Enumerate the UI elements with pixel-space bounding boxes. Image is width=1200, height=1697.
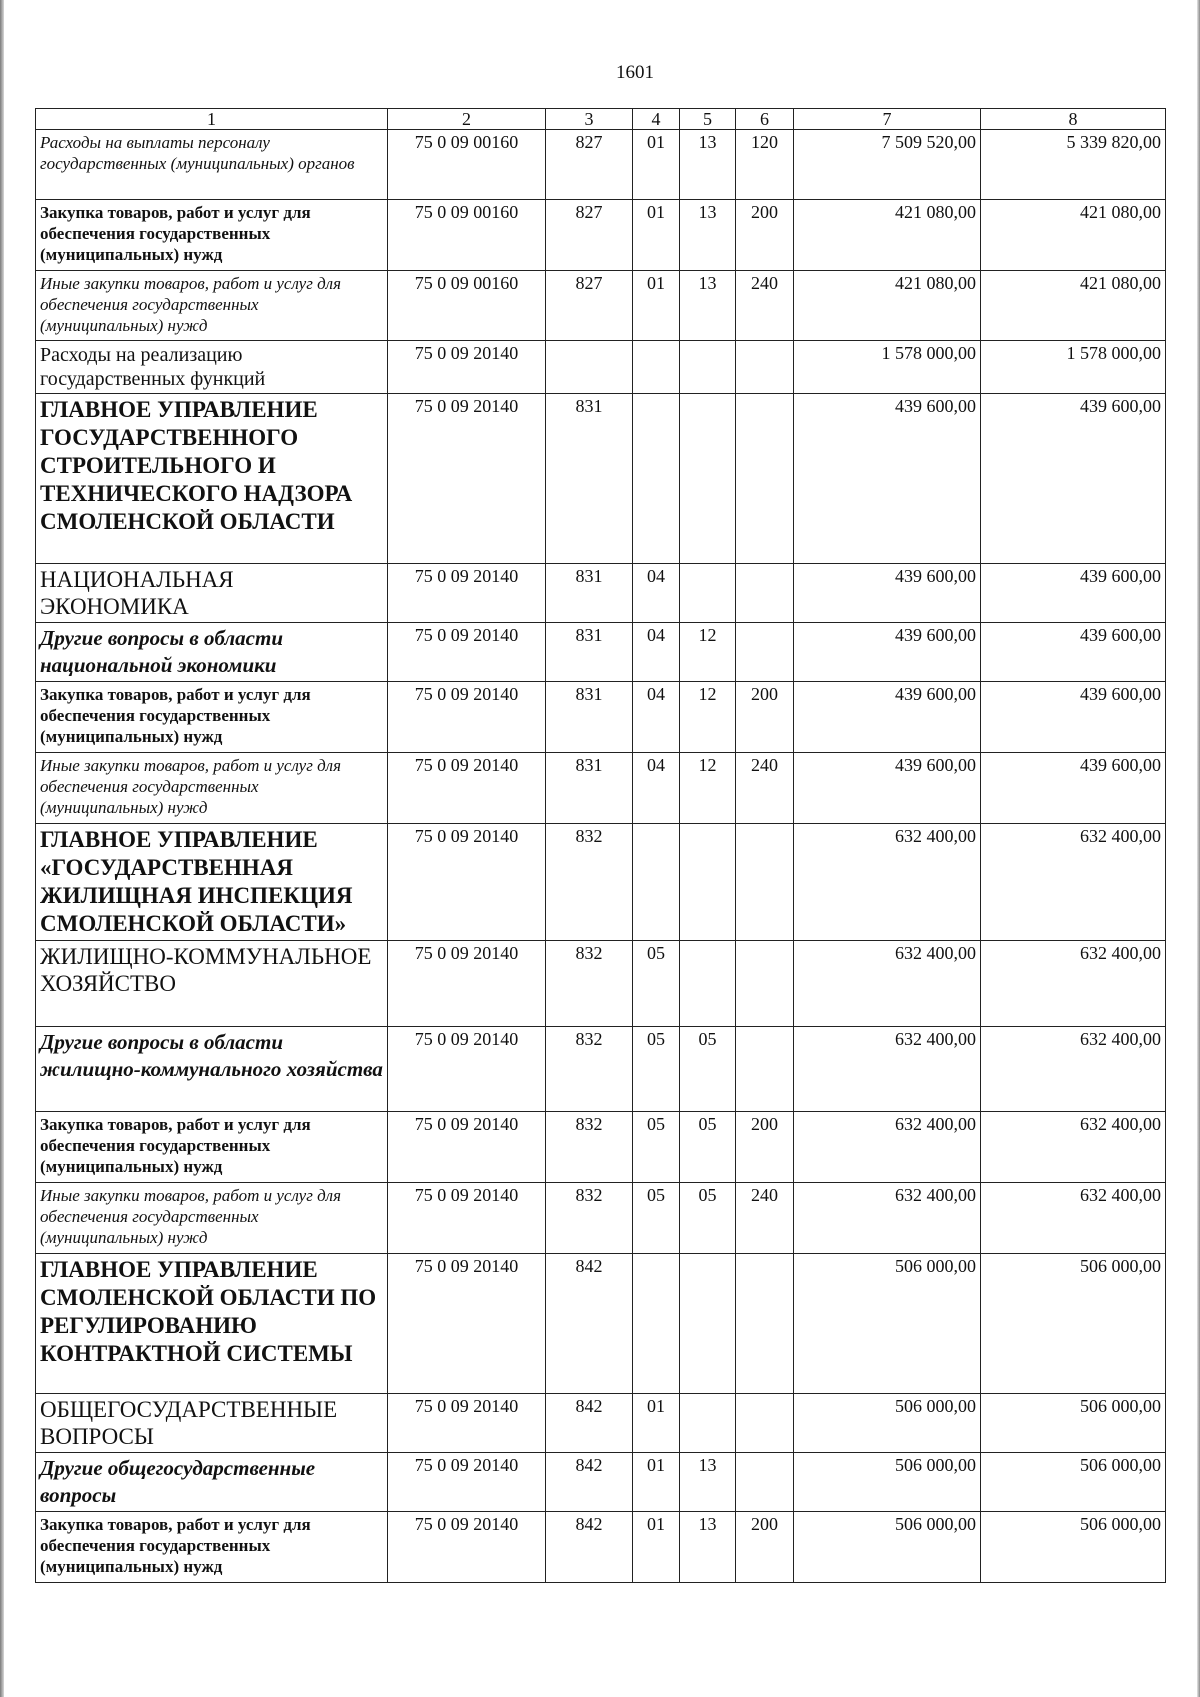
amount-2-cell: 421 080,00 bbox=[981, 200, 1166, 271]
row-name-cell bbox=[36, 200, 388, 271]
target-code-cell: 75 0 09 20140 bbox=[388, 1112, 546, 1183]
amount-1-cell: 506 000,00 bbox=[794, 1394, 981, 1453]
target-code-cell: 75 0 09 20140 bbox=[388, 1027, 546, 1112]
ministry-code-cell: 831 bbox=[546, 564, 633, 623]
table-row bbox=[36, 682, 1166, 753]
target-code-cell: 75 0 09 00160 bbox=[388, 130, 546, 200]
row-name-cell bbox=[36, 1112, 388, 1183]
target-code-cell: 75 0 09 20140 bbox=[388, 753, 546, 824]
table-row bbox=[36, 271, 1166, 341]
subsection-code-cell: 12 bbox=[680, 682, 736, 753]
expense-type-cell: 200 bbox=[736, 200, 794, 271]
amount-1-cell: 439 600,00 bbox=[794, 564, 981, 623]
amount-2-cell: 506 000,00 bbox=[981, 1254, 1166, 1394]
subsection-code-cell: 05 bbox=[680, 1112, 736, 1183]
subsection-code-cell bbox=[680, 824, 736, 941]
row-name-cell bbox=[36, 623, 388, 682]
ministry-code-cell: 827 bbox=[546, 200, 633, 271]
amount-1-cell: 7 509 520,00 bbox=[794, 130, 981, 200]
row-name-text: Иные закупки товаров, работ и услуг для обеспечения государственных (муниципальных) нужд bbox=[40, 1186, 341, 1247]
section-code-cell: 01 bbox=[633, 271, 680, 341]
expense-type-cell bbox=[736, 1453, 794, 1512]
section-code-cell bbox=[633, 1254, 680, 1394]
row-name-text: ОБЩЕГОСУДАРСТВЕННЫЕ ВОПРОСЫ bbox=[40, 1397, 338, 1449]
target-code-cell: 75 0 09 20140 bbox=[388, 824, 546, 941]
ministry-code-cell: 842 bbox=[546, 1453, 633, 1512]
table-row bbox=[36, 394, 1166, 564]
section-code-cell bbox=[633, 824, 680, 941]
row-name-cell bbox=[36, 941, 388, 1027]
target-code-cell: 75 0 09 20140 bbox=[388, 1183, 546, 1254]
target-code-cell: 75 0 09 00160 bbox=[388, 271, 546, 341]
row-name-text: Иные закупки товаров, работ и услуг для обеспечения государственных (муниципальных) нужд bbox=[40, 274, 341, 335]
subsection-code-cell: 13 bbox=[680, 130, 736, 200]
subsection-code-cell: 12 bbox=[680, 753, 736, 824]
table-row bbox=[36, 1183, 1166, 1254]
expense-type-cell bbox=[736, 564, 794, 623]
expense-type-cell: 200 bbox=[736, 1512, 794, 1583]
row-name-text: Закупка товаров, работ и услуг для обеспечения государственных (муниципальных) нужд bbox=[40, 1515, 311, 1576]
table-row bbox=[36, 1254, 1166, 1394]
row-name-cell bbox=[36, 1512, 388, 1583]
table-row bbox=[36, 824, 1166, 941]
row-name-cell bbox=[36, 682, 388, 753]
header-row bbox=[36, 109, 1166, 130]
table-row bbox=[36, 1112, 1166, 1183]
amount-1-cell: 506 000,00 bbox=[794, 1453, 981, 1512]
row-name-text: ГЛАВНОЕ УПРАВЛЕНИЕ СМОЛЕНСКОЙ ОБЛАСТИ ПО РЕГУЛИРОВАНИЮ КОНТРАКТНОЙ СИСТЕМЫ bbox=[40, 1257, 377, 1366]
expense-type-cell: 200 bbox=[736, 1112, 794, 1183]
header-cell-5: 5 bbox=[680, 109, 736, 130]
amount-2-cell: 439 600,00 bbox=[981, 564, 1166, 623]
table-row bbox=[36, 1512, 1166, 1583]
row-name-text: НАЦИОНАЛЬНАЯ ЭКОНОМИКА bbox=[40, 567, 234, 619]
table-row bbox=[36, 1027, 1166, 1112]
amount-2-cell: 632 400,00 bbox=[981, 941, 1166, 1027]
amount-1-cell: 632 400,00 bbox=[794, 941, 981, 1027]
subsection-code-cell: 13 bbox=[680, 1512, 736, 1583]
row-name-cell bbox=[36, 564, 388, 623]
scan-edge-left bbox=[0, 0, 4, 1697]
expense-type-cell: 240 bbox=[736, 271, 794, 341]
table-row bbox=[36, 341, 1166, 394]
ministry-code-cell: 831 bbox=[546, 394, 633, 564]
amount-2-cell: 421 080,00 bbox=[981, 271, 1166, 341]
section-code-cell: 01 bbox=[633, 200, 680, 271]
expense-type-cell bbox=[736, 1027, 794, 1112]
subsection-code-cell bbox=[680, 1394, 736, 1453]
ministry-code-cell: 832 bbox=[546, 941, 633, 1027]
row-name-text: Другие вопросы в области национальной экономики bbox=[40, 626, 284, 677]
amount-1-cell: 421 080,00 bbox=[794, 200, 981, 271]
amount-1-cell: 439 600,00 bbox=[794, 394, 981, 564]
section-code-cell: 05 bbox=[633, 941, 680, 1027]
subsection-code-cell bbox=[680, 941, 736, 1027]
amount-1-cell: 506 000,00 bbox=[794, 1512, 981, 1583]
target-code-cell: 75 0 09 20140 bbox=[388, 394, 546, 564]
section-code-cell: 04 bbox=[633, 753, 680, 824]
row-name-cell bbox=[36, 1394, 388, 1453]
amount-2-cell: 632 400,00 bbox=[981, 1027, 1166, 1112]
row-name-text: ГЛАВНОЕ УПРАВЛЕНИЕ ГОСУДАРСТВЕННОГО СТРОИТЕЛЬНОГО И ТЕХНИЧЕСКОГО НАДЗОРА СМОЛЕНСКОЙ ОБЛАСТИ bbox=[40, 397, 353, 534]
amount-2-cell: 439 600,00 bbox=[981, 394, 1166, 564]
amount-2-cell: 506 000,00 bbox=[981, 1512, 1166, 1583]
expense-type-cell: 200 bbox=[736, 682, 794, 753]
table-body bbox=[36, 130, 1166, 1583]
amount-1-cell: 506 000,00 bbox=[794, 1254, 981, 1394]
ministry-code-cell: 831 bbox=[546, 753, 633, 824]
section-code-cell: 04 bbox=[633, 682, 680, 753]
amount-2-cell: 1 578 000,00 bbox=[981, 341, 1166, 394]
header-cell-1: 1 bbox=[36, 109, 388, 130]
ministry-code-cell: 842 bbox=[546, 1254, 633, 1394]
table-row bbox=[36, 753, 1166, 824]
target-code-cell: 75 0 09 20140 bbox=[388, 1254, 546, 1394]
header-cell-2: 2 bbox=[388, 109, 546, 130]
ministry-code-cell: 827 bbox=[546, 271, 633, 341]
subsection-code-cell bbox=[680, 394, 736, 564]
subsection-code-cell bbox=[680, 564, 736, 623]
subsection-code-cell: 12 bbox=[680, 623, 736, 682]
row-name-text: Закупка товаров, работ и услуг для обеспечения государственных (муниципальных) нужд bbox=[40, 203, 311, 264]
amount-2-cell: 632 400,00 bbox=[981, 1183, 1166, 1254]
row-name-cell bbox=[36, 271, 388, 341]
row-name-cell bbox=[36, 341, 388, 394]
row-name-cell bbox=[36, 130, 388, 200]
table-row bbox=[36, 564, 1166, 623]
ministry-code-cell: 827 bbox=[546, 130, 633, 200]
target-code-cell: 75 0 09 20140 bbox=[388, 941, 546, 1027]
row-name-cell bbox=[36, 1254, 388, 1394]
ministry-code-cell: 842 bbox=[546, 1394, 633, 1453]
row-name-cell bbox=[36, 1453, 388, 1512]
row-name-text: ЖИЛИЩНО-КОММУНАЛЬНОЕ ХОЗЯЙСТВО bbox=[40, 944, 372, 996]
expense-type-cell bbox=[736, 623, 794, 682]
ministry-code-cell: 832 bbox=[546, 824, 633, 941]
subsection-code-cell: 05 bbox=[680, 1183, 736, 1254]
row-name-text: Иные закупки товаров, работ и услуг для обеспечения государственных (муниципальных) нужд bbox=[40, 756, 341, 817]
expense-type-cell bbox=[736, 1394, 794, 1453]
table-row bbox=[36, 941, 1166, 1027]
ministry-code-cell: 832 bbox=[546, 1027, 633, 1112]
subsection-code-cell bbox=[680, 341, 736, 394]
ministry-code-cell: 831 bbox=[546, 682, 633, 753]
expense-type-cell bbox=[736, 341, 794, 394]
header-cell-6: 6 bbox=[736, 109, 794, 130]
expense-type-cell: 240 bbox=[736, 1183, 794, 1254]
amount-2-cell: 506 000,00 bbox=[981, 1394, 1166, 1453]
section-code-cell bbox=[633, 394, 680, 564]
section-code-cell: 01 bbox=[633, 1512, 680, 1583]
section-code-cell bbox=[633, 341, 680, 394]
expense-type-cell bbox=[736, 824, 794, 941]
row-name-text: Расходы на реализацию государственных функций bbox=[40, 344, 266, 390]
target-code-cell: 75 0 09 20140 bbox=[388, 623, 546, 682]
amount-1-cell: 439 600,00 bbox=[794, 623, 981, 682]
row-name-text: Закупка товаров, работ и услуг для обеспечения государственных (муниципальных) нужд bbox=[40, 1115, 311, 1176]
section-code-cell: 05 bbox=[633, 1027, 680, 1112]
ministry-code-cell: 832 bbox=[546, 1112, 633, 1183]
row-name-text: Другие вопросы в области жилищно-коммунального хозяйства bbox=[40, 1030, 383, 1081]
section-code-cell: 01 bbox=[633, 1394, 680, 1453]
section-code-cell: 05 bbox=[633, 1112, 680, 1183]
header-cell-7: 7 bbox=[794, 109, 981, 130]
budget-table bbox=[35, 108, 1166, 1583]
ministry-code-cell bbox=[546, 341, 633, 394]
table-row bbox=[36, 1453, 1166, 1512]
row-name-text: Расходы на выплаты персоналу государственных (муниципальных) органов bbox=[40, 133, 355, 173]
section-code-cell: 05 bbox=[633, 1183, 680, 1254]
subsection-code-cell: 05 bbox=[680, 1027, 736, 1112]
row-name-text: ГЛАВНОЕ УПРАВЛЕНИЕ «ГОСУДАРСТВЕННАЯ ЖИЛИЩНАЯ ИНСПЕКЦИЯ СМОЛЕНСКОЙ ОБЛАСТИ» bbox=[40, 827, 353, 936]
header-cell-4: 4 bbox=[633, 109, 680, 130]
subsection-code-cell bbox=[680, 1254, 736, 1394]
amount-2-cell: 5 339 820,00 bbox=[981, 130, 1166, 200]
section-code-cell: 04 bbox=[633, 564, 680, 623]
amount-2-cell: 632 400,00 bbox=[981, 824, 1166, 941]
amount-2-cell: 439 600,00 bbox=[981, 682, 1166, 753]
amount-1-cell: 632 400,00 bbox=[794, 824, 981, 941]
amount-1-cell: 439 600,00 bbox=[794, 753, 981, 824]
row-name-cell bbox=[36, 1183, 388, 1254]
ministry-code-cell: 831 bbox=[546, 623, 633, 682]
amount-1-cell: 632 400,00 bbox=[794, 1183, 981, 1254]
subsection-code-cell: 13 bbox=[680, 200, 736, 271]
amount-1-cell: 632 400,00 bbox=[794, 1027, 981, 1112]
header-cell-8: 8 bbox=[981, 109, 1166, 130]
row-name-cell bbox=[36, 394, 388, 564]
row-name-cell bbox=[36, 753, 388, 824]
target-code-cell: 75 0 09 20140 bbox=[388, 341, 546, 394]
ministry-code-cell: 842 bbox=[546, 1512, 633, 1583]
target-code-cell: 75 0 09 20140 bbox=[388, 682, 546, 753]
ministry-code-cell: 832 bbox=[546, 1183, 633, 1254]
section-code-cell: 01 bbox=[633, 130, 680, 200]
amount-1-cell: 632 400,00 bbox=[794, 1112, 981, 1183]
amount-1-cell: 439 600,00 bbox=[794, 682, 981, 753]
expense-type-cell bbox=[736, 394, 794, 564]
amount-2-cell: 439 600,00 bbox=[981, 753, 1166, 824]
section-code-cell: 01 bbox=[633, 1453, 680, 1512]
row-name-cell bbox=[36, 1027, 388, 1112]
expense-type-cell: 240 bbox=[736, 753, 794, 824]
expense-type-cell bbox=[736, 941, 794, 1027]
target-code-cell: 75 0 09 00160 bbox=[388, 200, 546, 271]
amount-2-cell: 439 600,00 bbox=[981, 623, 1166, 682]
target-code-cell: 75 0 09 20140 bbox=[388, 564, 546, 623]
target-code-cell: 75 0 09 20140 bbox=[388, 1512, 546, 1583]
amount-2-cell: 632 400,00 bbox=[981, 1112, 1166, 1183]
section-code-cell: 04 bbox=[633, 623, 680, 682]
table-row bbox=[36, 200, 1166, 271]
row-name-cell bbox=[36, 824, 388, 941]
table-row bbox=[36, 130, 1166, 200]
amount-1-cell: 421 080,00 bbox=[794, 271, 981, 341]
subsection-code-cell: 13 bbox=[680, 1453, 736, 1512]
page-number: 1601 bbox=[616, 62, 654, 83]
expense-type-cell: 120 bbox=[736, 130, 794, 200]
amount-1-cell: 1 578 000,00 bbox=[794, 341, 981, 394]
row-name-text: Другие общегосударственные вопросы bbox=[40, 1456, 316, 1507]
subsection-code-cell: 13 bbox=[680, 271, 736, 341]
row-name-text: Закупка товаров, работ и услуг для обеспечения государственных (муниципальных) нужд bbox=[40, 685, 311, 746]
header-cell-3: 3 bbox=[546, 109, 633, 130]
table-row bbox=[36, 623, 1166, 682]
table-row bbox=[36, 1394, 1166, 1453]
target-code-cell: 75 0 09 20140 bbox=[388, 1453, 546, 1512]
amount-2-cell: 506 000,00 bbox=[981, 1453, 1166, 1512]
expense-type-cell bbox=[736, 1254, 794, 1394]
target-code-cell: 75 0 09 20140 bbox=[388, 1394, 546, 1453]
